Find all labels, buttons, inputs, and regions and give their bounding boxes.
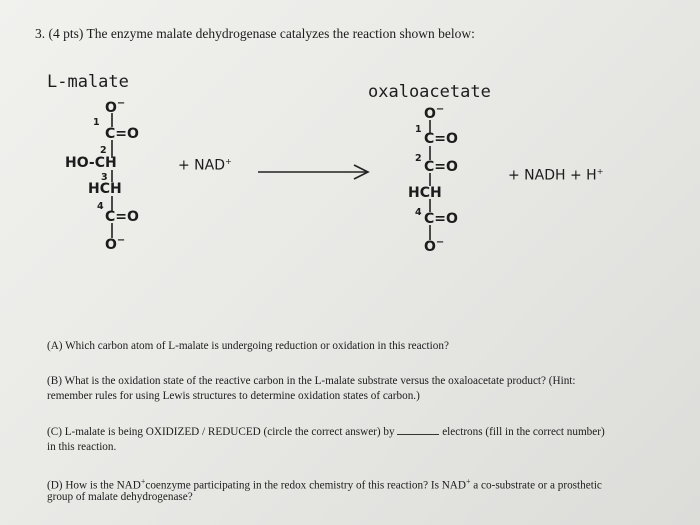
nad-reactant: + NAD+ (178, 157, 232, 174)
oxalo-label-4: 4 (415, 207, 422, 218)
malate-c4: C=O (105, 209, 139, 225)
substrate-name: L-malate (47, 72, 129, 92)
part-c-line1 (47, 424, 605, 440)
question-number: 3. (35, 26, 46, 41)
product-name: oxaloacetate (368, 82, 491, 102)
electron-count-blank[interactable] (397, 424, 439, 435)
part-b-line2: remember rules for using Lewis structures to determine oxidation states of carbon.) (47, 390, 420, 402)
oxalo-c1: C=O (424, 131, 458, 147)
part-c-text-end: electrons (fill in the correct number) (442, 426, 605, 438)
malate-label-4: 4 (97, 201, 104, 212)
oxalo-label-2: 2 (415, 153, 422, 164)
oxalo-c2: C=O (424, 159, 458, 175)
oxalo-o-top: O− (424, 104, 445, 122)
malate-o-bottom: O− (105, 235, 126, 253)
malate-label-2: 2 (100, 145, 107, 156)
oxalo-c3: HCH (408, 185, 442, 201)
malate-label-3: 3 (101, 172, 108, 183)
question-prompt: The enzyme malate dehydrogenase catalyzes the reaction shown below: (86, 26, 475, 41)
part-b-line1: (B) What is the oxidation state of the reactive carbon in the L-malate substrate versus the oxaloacetate product? (Hint: (47, 375, 576, 387)
oxalo-c4: C=O (424, 211, 458, 227)
malate-c1: C=O (105, 126, 139, 142)
part-d-line1: (D) How is the NAD+coenzyme participating in the redox chemistry of this reaction? Is NAD+ a co-substrate or a prosthetic (47, 477, 602, 492)
oxalo-o-bottom: O− (424, 237, 445, 255)
malate-c3: HCH (88, 181, 122, 197)
part-a: (A) Which carbon atom of L-malate is undergoing reduction or oxidation in this reaction? (47, 340, 449, 352)
malate-c2: HO-CH (65, 155, 117, 171)
malate-label-1: 1 (93, 117, 100, 128)
part-d-line2: group of malate dehydrogenase? (47, 491, 193, 503)
oxalo-label-1: 1 (415, 124, 422, 135)
reaction-arrow (258, 162, 378, 182)
malate-o-top: O− (105, 98, 126, 116)
part-c-line2: in this reaction. (47, 441, 117, 453)
nadh-products: + NADH + H+ (508, 167, 604, 184)
part-c-text: (C) L-malate is being OXIDIZED / REDUCED (circle the correct answer) by (47, 426, 395, 438)
question-points: (4 pts) (48, 26, 84, 41)
